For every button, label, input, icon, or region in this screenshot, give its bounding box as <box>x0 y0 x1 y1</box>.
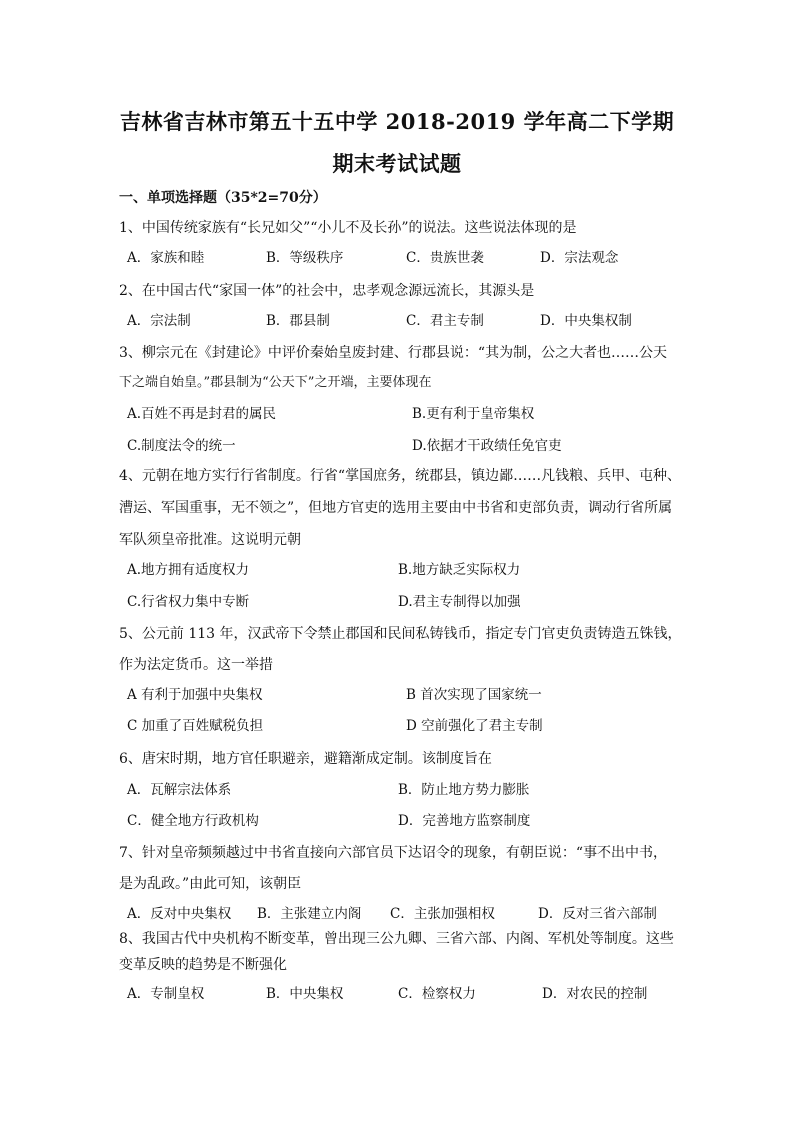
question-1-option-c: C．贵族世袭 <box>406 250 484 266</box>
question-7-option-c: C．主张加强相权 <box>390 906 495 922</box>
question-5-stem-line-2: 作为法定货币。这一举措 <box>119 657 273 673</box>
question-4-stem-line-2: 漕运、军国重事，无不领之”，但地方官吏的选用主要由中书省和吏部负责，调动行省所属 <box>119 500 673 516</box>
question-4-stem-line-3: 军队须皇帝批准。这说明元朝 <box>119 532 301 548</box>
question-7-option-a: A．反对中央集权 <box>127 906 232 922</box>
question-8-stem-line-1: 8、我国古代中央机构不断变革，曾出现三公九卿、三省六部、内阁、军机处等制度。这些 <box>119 931 674 947</box>
question-3-option-d: D.依据才干政绩任免官吏 <box>412 438 562 454</box>
question-6-stem: 6、唐宋时期，地方官任职避亲，避籍渐成定制。该制度旨在 <box>119 751 492 767</box>
question-1-option-d: D．宗法观念 <box>540 250 619 266</box>
question-4-option-c: C.行省权力集中专断 <box>127 594 250 610</box>
question-6-option-b: B．防止地方势力膨胀 <box>398 782 530 798</box>
question-5-option-d: D 空前强化了君主专制 <box>406 718 543 734</box>
question-2-option-d: D．中央集权制 <box>540 313 632 329</box>
question-8-option-d: D．对农民的控制 <box>542 986 648 1002</box>
question-4-option-d: D.君主专制得以加强 <box>398 594 521 610</box>
question-3-option-b: B.更有利于皇帝集权 <box>412 406 535 422</box>
question-4-stem-line-1: 4、元朝在地方实行行省制度。行省“掌国庶务，统郡县，镇边鄙……凡钱粮、兵甲、屯种、 <box>119 468 682 484</box>
question-3-option-a: A.百姓不再是封君的属民 <box>127 406 277 422</box>
question-1-option-b: B．等级秩序 <box>266 250 344 266</box>
section-heading: 一、单项选择题（35*2=70分） <box>119 190 327 206</box>
question-6-option-c: C．健全地方行政机构 <box>127 813 259 829</box>
question-6-option-a: A．瓦解宗法体系 <box>127 782 232 798</box>
question-1-option-a: A．家族和睦 <box>127 250 205 266</box>
question-8-stem-line-2: 变革反映的趋势是不断强化 <box>119 957 287 973</box>
question-5-option-a: A 有利于加强中央集权 <box>127 687 263 703</box>
question-3-stem-line-2: 下之端自始皇。”郡县制为“公天下”之开端，主要体现在 <box>119 375 432 390</box>
question-8-option-c: C．检察权力 <box>398 986 476 1002</box>
question-3-stem-line-1: 3、柳宗元在《封建论》中评价秦始皇废封建、行郡县说：“其为制，公之大者也……公天 <box>119 345 668 361</box>
question-3-option-c: C.制度法令的统一 <box>127 438 236 454</box>
question-7-option-d: D．反对三省六部制 <box>538 906 657 922</box>
question-5-option-c: C 加重了百姓赋税负担 <box>127 718 264 734</box>
question-6-option-d: D．完善地方监察制度 <box>398 813 531 829</box>
question-4-option-a: A.地方拥有适度权力 <box>127 562 250 578</box>
question-2-option-c: C．君主专制 <box>406 313 484 329</box>
question-5-stem-line-1: 5、公元前 113 年，汉武帝下令禁止郡国和民间私铸钱币，指定专门官吏负责铸造五铢钱， <box>119 626 682 642</box>
question-4-option-b: B.地方缺乏实际权力 <box>398 562 521 578</box>
question-8-option-a: A．专制皇权 <box>127 986 205 1002</box>
question-2-stem: 2、在中国古代“家国一体”的社会中，忠孝观念源远流长，其源头是 <box>119 283 535 299</box>
question-2-option-b: B．郡县制 <box>266 313 330 329</box>
document-title: 吉林省吉林市第五十五中学 2018-2019 学年高二下学期 <box>119 109 675 134</box>
question-5-option-b: B 首次实现了国家统一 <box>406 687 542 703</box>
question-1-stem: 1、中国传统家族有“长兄如父”“小儿不及长孙”的说法。这些说法体现的是 <box>119 220 577 236</box>
question-2-option-a: A．宗法制 <box>127 313 191 329</box>
question-7-option-b: B．主张建立内阁 <box>257 906 362 922</box>
question-7-stem-line-1: 7、针对皇帝频频越过中书省直接向六部官员下达诏令的现象，有朝臣说：“事不出中书， <box>119 845 668 861</box>
question-8-option-b: B．中央集权 <box>266 986 344 1002</box>
question-7-stem-line-2: 是为乱政。”由此可知，该朝臣 <box>119 876 302 892</box>
document-subtitle: 期末考试试题 <box>332 151 462 176</box>
